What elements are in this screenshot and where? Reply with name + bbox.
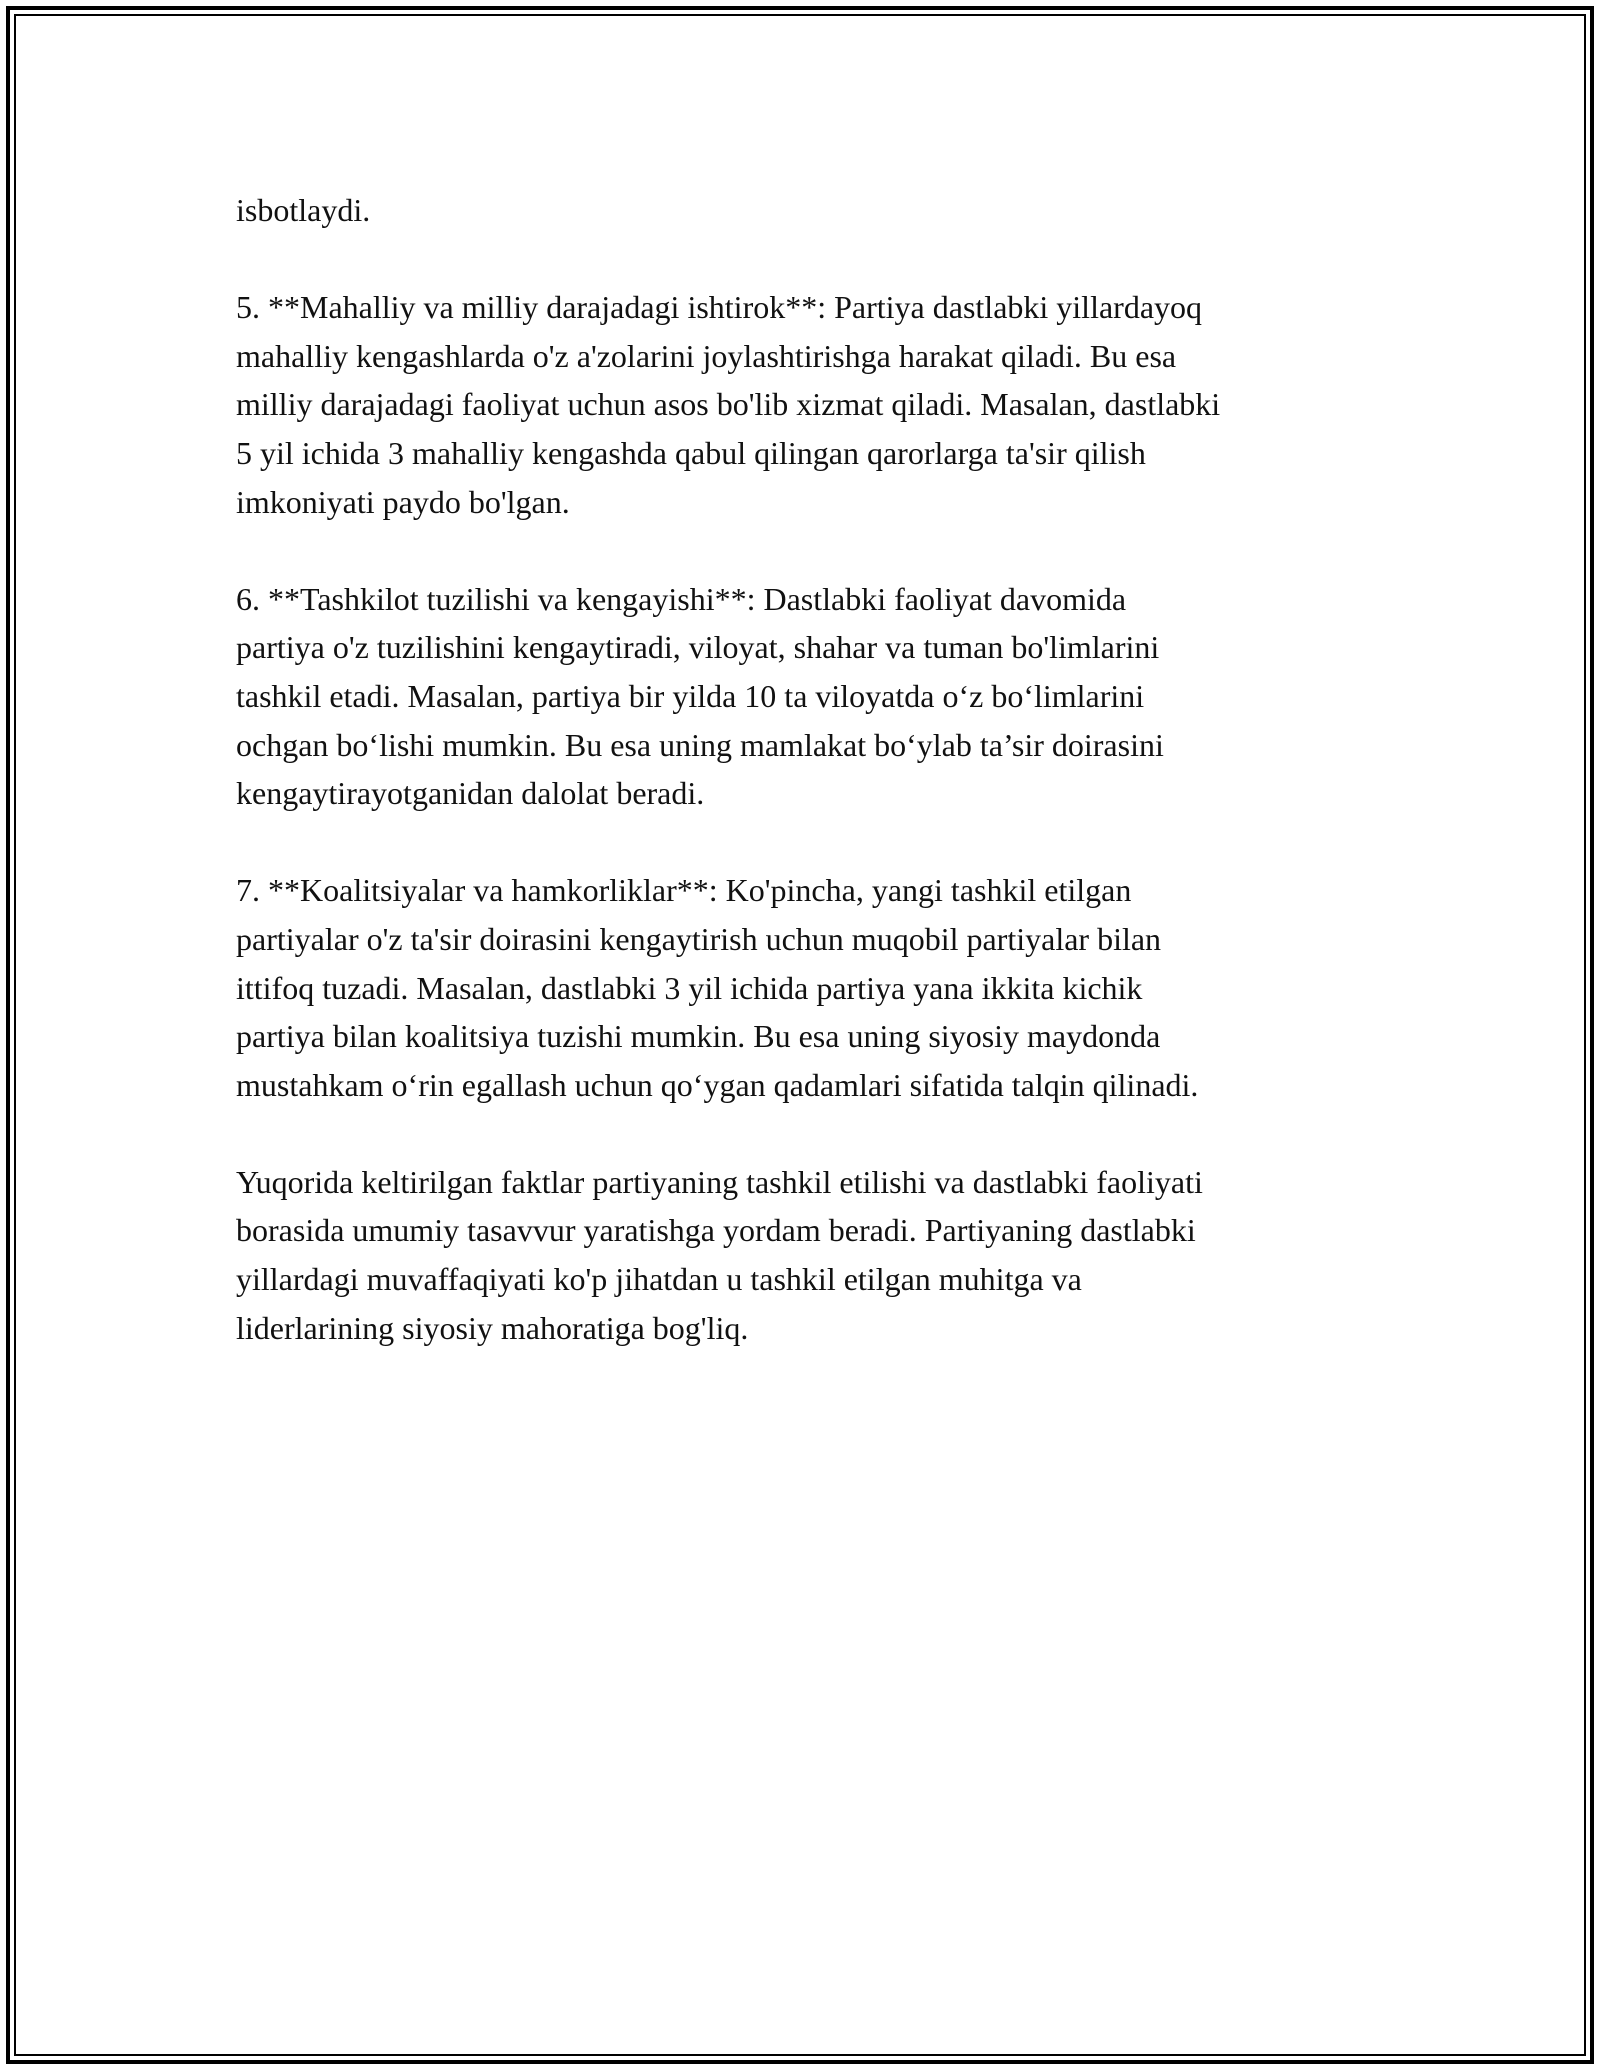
document-body: [236, 186, 1396, 1401]
paragraph-continuation: isbotlaydi.: [236, 192, 371, 228]
paragraph-conclusion: Yuqorida keltirilgan faktlar partiyaning tashkil etilishi va dastlabki faoliyati borasida umumiy tasavvur yaratishga yordam beradi. Partiyaning dastlabki yillardagi muvaffaqiyati ko'p jihatdan u tashkil etilgan muhitga va liderlarining siyosiy mahoratiga bog'liq.: [236, 1163, 1203, 1346]
paragraph-item-5: 5. **Mahalliy va milliy darajadagi ishtirok**: Partiya dastlabki yillardayoq mahalliy kengashlarda o'z a'zolarini joylashtirishga harakat qiladi. Bu esa milliy darajadagi faoliyat uchun asos bo'lib xizmat qiladi. Masalan, dastlabki 5 yil ichida 3 mahalliy kengashda qabul qilingan qarorlarga ta'sir qilish imkoniyati paydo bo'lgan.: [236, 289, 1221, 520]
paragraph-item-7: 7. **Koalitsiyalar va hamkorliklar**: Ko'pincha, yangi tashkil etilgan partiyalar o'z ta'sir doirasini kengaytirish uchun muqobil partiyalar bilan ittifoq tuzadi. Masalan, dastlabki 3 yil ichida partiya yana ikkita kichik partiya bilan koalitsiya tuzishi mumkin. Bu esa uning siyosiy maydonda mustahkam o‘rin egallash uchun qo‘ygan qadamlari sifatida talqin qilinadi.: [236, 872, 1199, 1103]
paragraph-item-6: 6. **Tashkilot tuzilishi va kengayishi**: Dastlabki faoliyat davomida partiya o'z tuzilishini kengaytiradi, viloyat, shahar va tuman bo'limlarini tashkil etadi. Masalan, partiya bir yilda 10 ta viloyatda o‘z bo‘limlarini ochgan bo‘lishi mumkin. Bu esa uning mamlakat bo‘ylab ta’sir doirasini kengaytirayotganidan dalolat beradi.: [236, 580, 1164, 812]
